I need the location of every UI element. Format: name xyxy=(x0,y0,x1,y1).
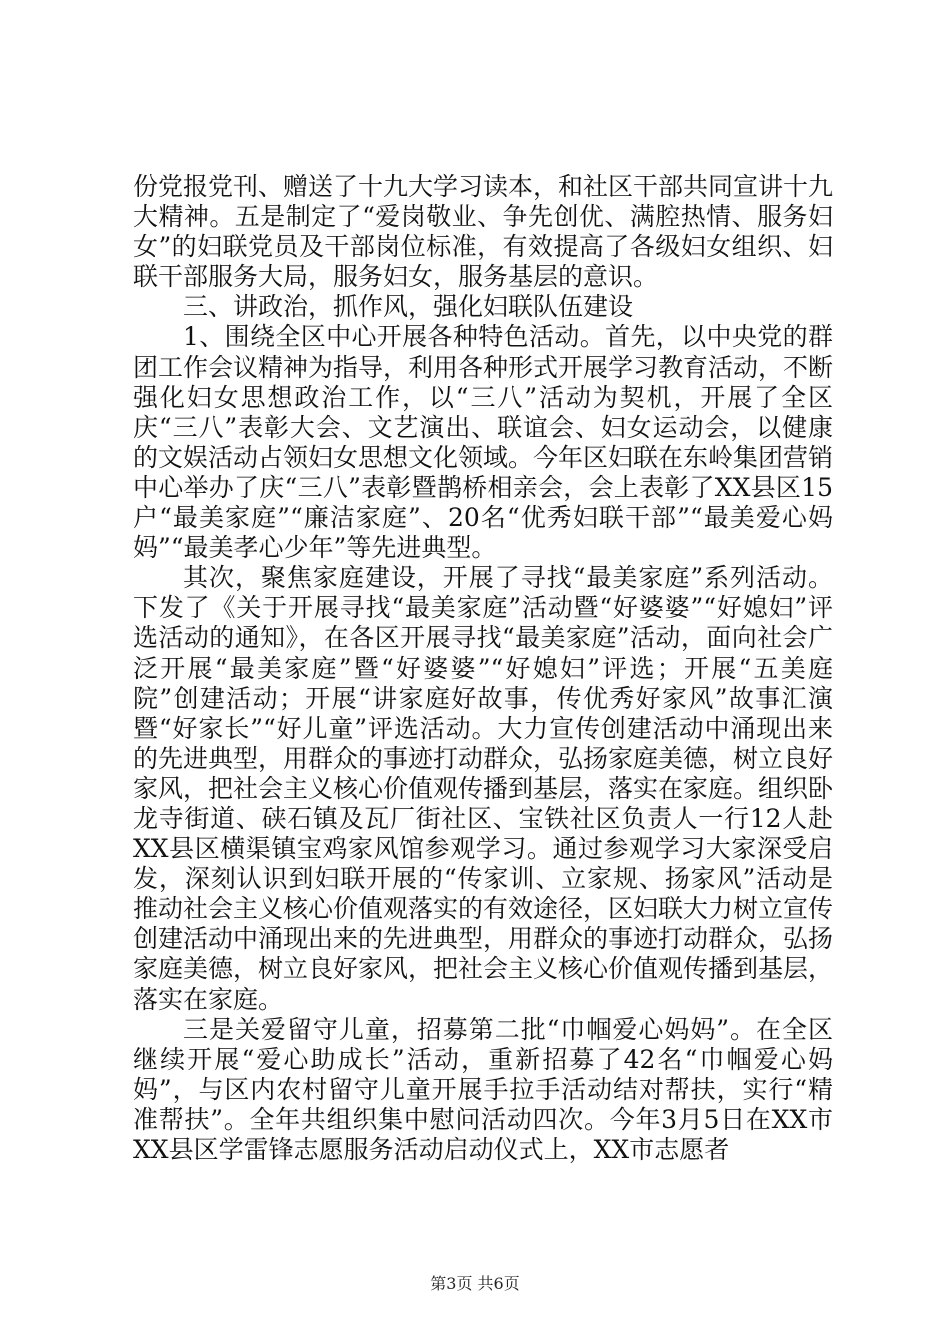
paragraph: 1、围绕全区中心开展各种特色活动。首先，以中央党的群团工作会议精神为指导，利用各种形式开展学习教育活动，不断强化妇女思想政治工作，以“三八”活动为契机，开展了全区庆“三八”表彰大会、文艺演出、联谊会、妇女运动会，以健康的文娱活动占领妇女思想文化领域。今年区妇联在东岭集团营销中心举办了庆“三八”表彰暨鹊桥相亲会，会上表彰了XX县区15户“最美家庭”“廉洁家庭”、20名“优秀妇联干部”“最美爱心妈妈”“最美孝心少年”等先进典型。 xyxy=(133,322,834,563)
document-body xyxy=(133,172,833,1165)
page-number: 第3页 共6页 xyxy=(430,1274,520,1293)
section-heading: 三、讲政治，抓作风，强化妇联队伍建设 xyxy=(183,292,634,322)
paragraph: 其次，聚焦家庭建设，开展了寻找“最美家庭”系列活动。下发了《关于开展寻找“最美家庭”活动暨“好婆婆”“好媳妇”评选活动的通知》，在各区开展寻找“最美家庭”活动，面向社会广泛开展“最美家庭”暨“好婆婆”“好媳妇”评选；开展“五美庭院”创建活动；开展“讲家庭好故事，传优秀好家风”故事汇演暨“好家长”“好儿童”评选活动。大力宣传创建活动中涌现出来的先进典型，用群众的事迹打动群众，弘扬家庭美德，树立良好家风，把社会主义核心价值观传播到基层，落实在家庭。组织卧龙寺街道、硖石镇及瓦厂街社区、宝铁社区负责人一行12人赴XX县区横渠镇宝鸡家风馆参观学习。通过参观学习大家深受启发，深刻认识到妇联开展的“传家训、立家规、扬家风”活动是推动社会主义核心价值观落实的有效途径，区妇联大力树立宣传创建活动中涌现出来的先进典型，用群众的事迹打动群众，弘扬家庭美德，树立良好家风，把社会主义核心价值观传播到基层，落实在家庭。 xyxy=(133,563,834,1014)
paragraph: 三是关爱留守儿童，招募第二批“巾帼爱心妈妈”。在全区继续开展“爱心助成长”活动，重新招募了42名“巾帼爱心妈妈”，与区内农村留守儿童开展手拉手活动结对帮扶，实行“精准帮扶”。全年共组织集中慰问活动四次。今年3月5日在XX市XX县区学雷锋志愿服务活动启动仪式上，XX市志愿者 xyxy=(133,1014,833,1164)
paragraph-continued: 份党报党刊、赠送了十九大学习读本，和社区干部共同宣讲十九大精神。五是制定了“爱岗敬业、争先创优、满腔热情、服务妇女”的妇联党员及干部岗位标准，有效提高了各级妇女组织、妇联干部服务大局，服务妇女，服务基层的意识。 xyxy=(133,172,834,292)
